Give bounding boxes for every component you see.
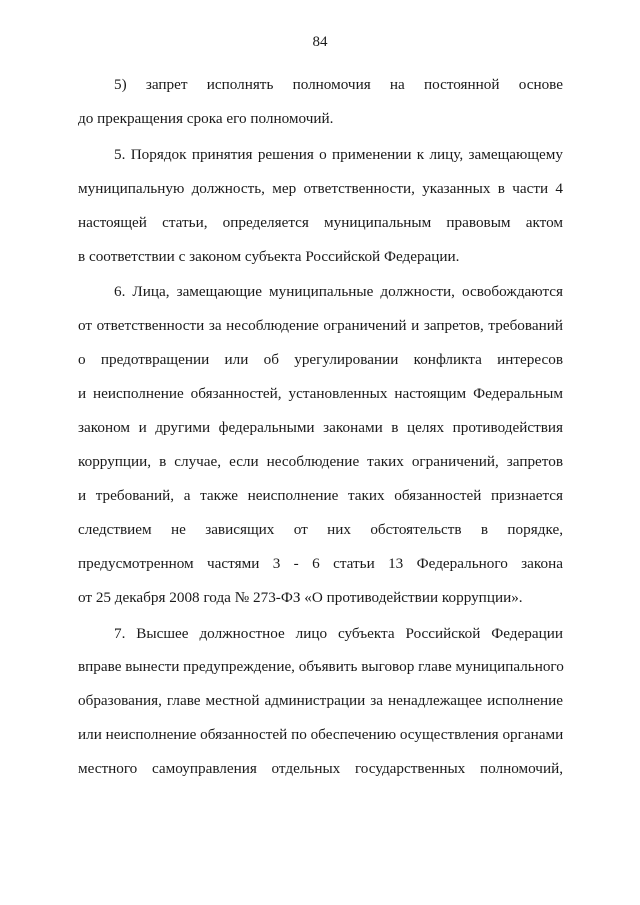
- text-line: настоящей статьи, определяется муниципальным правовым актом: [78, 213, 563, 231]
- text-line: предусмотренном частями 3 - 6 статьи 13 Федерального закона: [78, 554, 563, 572]
- text-line: или неисполнение обязанностей по обеспечению осуществления органами: [78, 726, 564, 744]
- text-line: от 25 декабря 2008 года № 273-ФЗ «О противодействии коррупции».: [78, 588, 523, 606]
- text-line: от ответственности за несоблюдение ограничений и запретов, требований: [78, 317, 563, 335]
- text-line: образования, главе местной администрации за ненадлежащее исполнение: [78, 692, 563, 710]
- text-line: о предотвращении или об урегулировании конфликта интересов: [78, 351, 563, 369]
- text-line: 6. Лица, замещающие муниципальные должности, освобождаются: [114, 283, 563, 301]
- text-line: законом и другими федеральными законами в целях противодействия: [78, 419, 563, 437]
- text-line: 7. Высшее должностное лицо субъекта Российской Федерации: [114, 624, 563, 642]
- text-line: и неисполнение обязанностей, установленных настоящим Федеральным: [78, 385, 563, 403]
- paragraph-2: [78, 138, 563, 274]
- page-number: 84: [312, 34, 328, 50]
- paragraph-1: [78, 68, 563, 136]
- document-body: [78, 68, 563, 786]
- text-line: 5) запрет исполнять полномочия на постоянной основе: [114, 76, 563, 93]
- paragraph-3: [78, 275, 563, 614]
- text-line: до прекращения срока его полномочий.: [78, 109, 334, 127]
- text-line: 5. Порядок принятия решения о применении к лицу, замещающему: [114, 145, 563, 163]
- text-line: местного самоуправления отдельных государственных полномочий,: [78, 760, 563, 778]
- text-line: муниципальную должность, мер ответственности, указанных в части 4: [78, 179, 563, 197]
- text-line: коррупции, в случае, если несоблюдение таких ограничений, запретов: [78, 452, 563, 470]
- paragraph-4: [78, 617, 563, 787]
- text-line: в соответствии с законом субъекта Российской Федерации.: [78, 247, 460, 265]
- text-line: и требований, а также неисполнение таких обязанностей признается: [78, 486, 563, 504]
- text-line: вправе вынести предупреждение, объявить выговор главе муниципального: [78, 658, 564, 676]
- text-line: следствием не зависящих от них обстоятельств в порядке,: [78, 520, 563, 538]
